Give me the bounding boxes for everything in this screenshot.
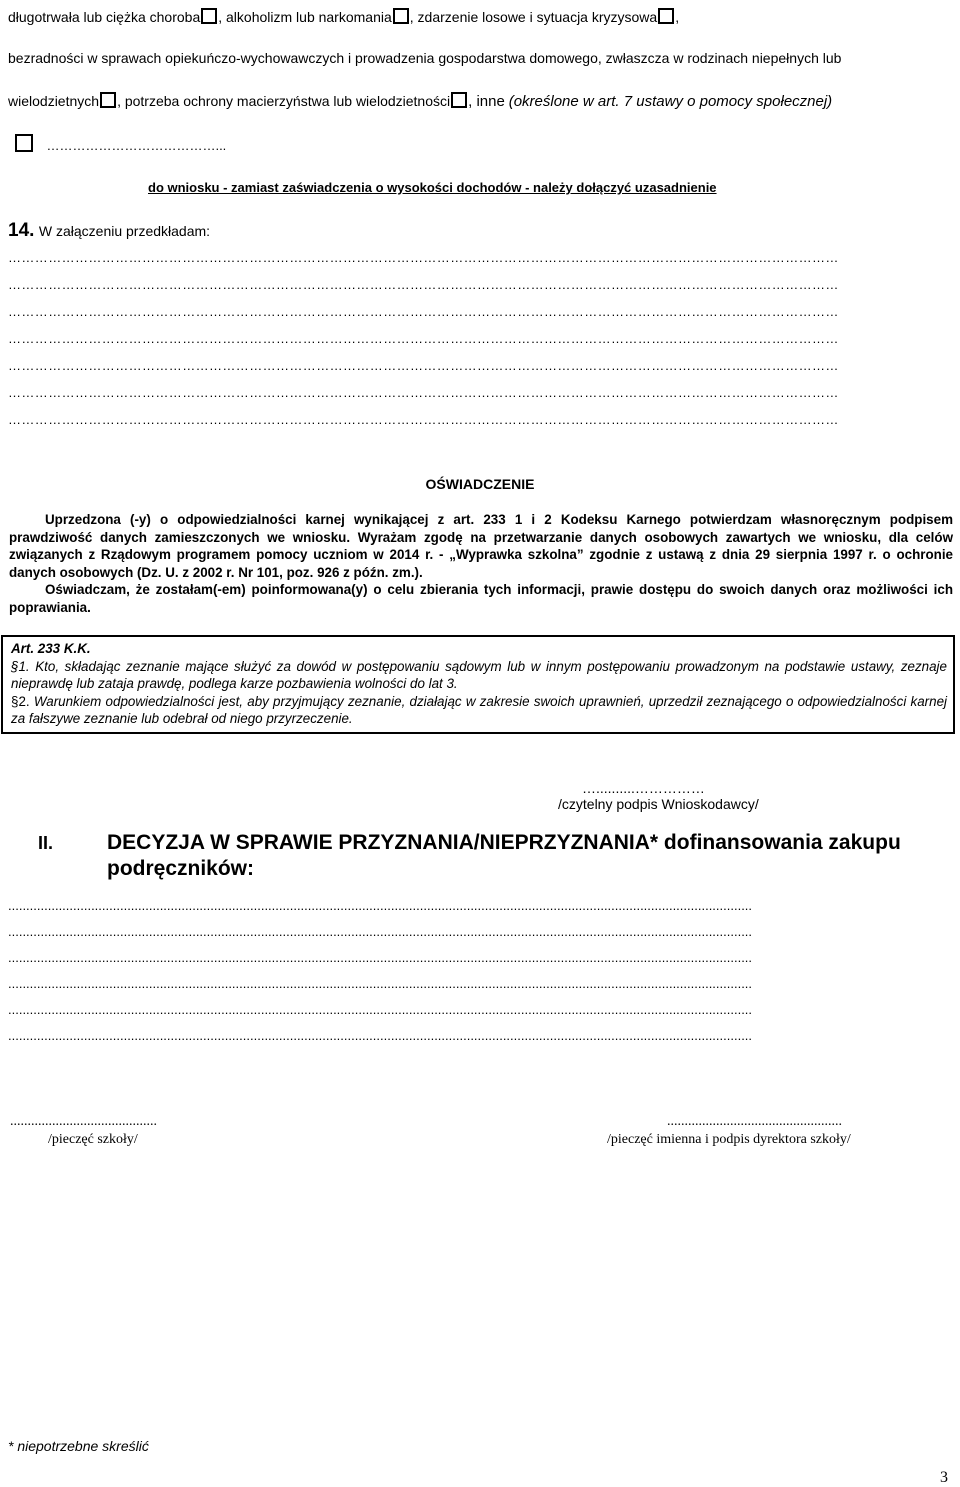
decision-line[interactable]: .............................................................................................................................................................................................................. — [8, 924, 753, 939]
checkbox-maternity[interactable] — [451, 92, 467, 108]
dotted-line[interactable]: …………………………………………………………………………………………………………………………………………………………………… — [8, 277, 839, 292]
checkbox-large-family[interactable] — [100, 92, 116, 108]
dotted-line[interactable]: …………………………………………………………………………………………………………………………………………………………………… — [8, 331, 839, 346]
decision-line[interactable]: .............................................................................................................................................................................................................. — [8, 976, 753, 991]
decision-line[interactable]: .............................................................................................................................................................................................................. — [8, 1002, 753, 1017]
declaration-para-1: Uprzedzona (-y) o odpowiedzialności karnej wynikającej z art. 233 1 i 2 Kodeksu Karnego potwierdzam własnoręcznym podpisem prawdziwość danych zamieszczonych we wniosku. Wyrażam zgodę na przetwarzanie danych osobowych zawartych we wniosku, dla celów związanych z Rządowym programem pomocy uczniom w 2014 r. - „Wyprawka szkolna” zgodnie z ustawą z dnia 29 sierpnia 1997 r. o ochronie danych osobowych (Dz. U. z 2002 r. Nr 101, poz. 926 z późn. zm.). — [9, 512, 953, 580]
section-2-title-line-1: DECYZJA W SPRAWIE PRZYZNANIA/NIEPRZYZNANIA* dofinansowania zakupu — [107, 831, 901, 854]
checkbox-random-event[interactable] — [658, 8, 674, 24]
signature-label: /czytelny podpis Wnioskodawcy/ — [558, 796, 759, 812]
option-maternity: , potrzeba ochrony macierzyństwa lub wielodzietności — [117, 93, 451, 109]
other-field-row — [14, 134, 226, 155]
dotted-line[interactable]: …………………………………………………………………………………………………………………………………………………………………… — [8, 385, 839, 400]
option-alcoholism: , alkoholizm lub narkomania — [218, 9, 392, 25]
decision-line[interactable]: .............................................................................................................................................................................................................. — [8, 950, 753, 965]
article-paragraph-2 — [11, 693, 947, 728]
declaration-title: OŚWIADCZENIE — [425, 476, 535, 492]
line1-comma: , — [675, 9, 680, 25]
option-random-event: , zdarzenie losowe i sytuacja kryzysowa — [409, 9, 658, 25]
dotted-line[interactable]: …………………………………………………………………………………………………………………………………………………………………… — [8, 250, 839, 265]
article-233-box — [1, 635, 955, 734]
dotted-line[interactable]: …………………………………………………………………………………………………………………………………………………………………… — [8, 358, 839, 373]
article-paragraph-2-number: §2. — [11, 693, 30, 709]
section-14-heading — [8, 220, 210, 242]
checkbox-alcoholism[interactable] — [393, 8, 409, 24]
dotted-line[interactable]: …………………………………………………………………………………………………………………………………………………………………… — [8, 412, 839, 427]
signature-dots[interactable]: …..........…………… — [582, 780, 705, 796]
section-14-label: W załączeniu przedkładam: — [38, 223, 211, 239]
checkbox-other[interactable] — [15, 134, 33, 152]
dotted-line[interactable]: …………………………………………………………………………………………………………………………………………………………………… — [8, 304, 839, 319]
decision-line[interactable]: .............................................................................................................................................................................................................. — [8, 898, 753, 913]
article-paragraph-1-text: Kto, składając zeznanie mające służyć za dowód w postępowaniu sądowym lub w innym postępowaniu prowadzonym na podstawie ustawy, zeznaje nieprawdę lub zataja prawdę, podlega karze pozbawienia wolności do lat 3. — [11, 658, 947, 691]
checkbox-chronic-illness[interactable] — [201, 8, 217, 24]
director-stamp-dots[interactable]: .................................................. — [667, 1114, 842, 1129]
checklist-line-2: bezradności w sprawach opiekuńczo-wychowawczych i prowadzenia gospodarstwa domowego, zwłaszcza w rodzinach niepełnych lub — [8, 50, 842, 66]
footnote: * niepotrzebne skreślić — [8, 1438, 149, 1454]
section-2-number: II. — [38, 833, 54, 853]
option-large-family: wielodzietnych — [8, 93, 100, 109]
article-paragraph-1 — [11, 658, 947, 693]
school-stamp-label: /pieczęć szkoły/ — [48, 1132, 138, 1147]
option-other-note: (określone w art. 7 ustawy o pomocy społecznej) — [508, 93, 833, 110]
attachment-note: do wniosku - zamiast zaświadczenia o wysokości dochodów - należy dołączyć uzasadnienie — [148, 180, 717, 195]
section-14-number: 14. — [8, 220, 35, 241]
option-chronic-illness: długotrwała lub ciężka choroba — [8, 9, 201, 25]
declaration-body — [9, 511, 953, 616]
article-title: Art. 233 K.K. — [11, 641, 91, 656]
other-dots[interactable]: …………………………………... — [46, 138, 227, 153]
director-stamp-label: /pieczęć imienna i podpis dyrektora szkoły/ — [607, 1132, 851, 1147]
school-stamp-dots[interactable]: .......................................... — [10, 1114, 157, 1129]
section-2-title-line-2: podręczników: — [107, 857, 255, 880]
article-paragraph-2-text: Warunkiem odpowiedzialności jest, aby przyjmujący zeznanie, działając w zakresie swoich uprawnień, uprzedził zeznającego o odpowiedzialności karnej za fałszywe zeznanie lub odebrał od niego przyrzeczenie. — [11, 693, 947, 726]
checklist-line-3 — [8, 92, 832, 110]
checklist-line-1 — [8, 8, 679, 25]
article-paragraph-1-number: §1. — [11, 658, 30, 674]
page-number: 3 — [940, 1469, 948, 1486]
decision-line[interactable]: .............................................................................................................................................................................................................. — [8, 1028, 753, 1043]
option-other: , inne — [468, 93, 505, 110]
declaration-para-2: Oświadczam, że zostałam(-em) poinformowana(y) o celu zbierania tych informacji, prawie dostępu do swoich danych oraz możliwości ich poprawiania. — [9, 582, 953, 615]
